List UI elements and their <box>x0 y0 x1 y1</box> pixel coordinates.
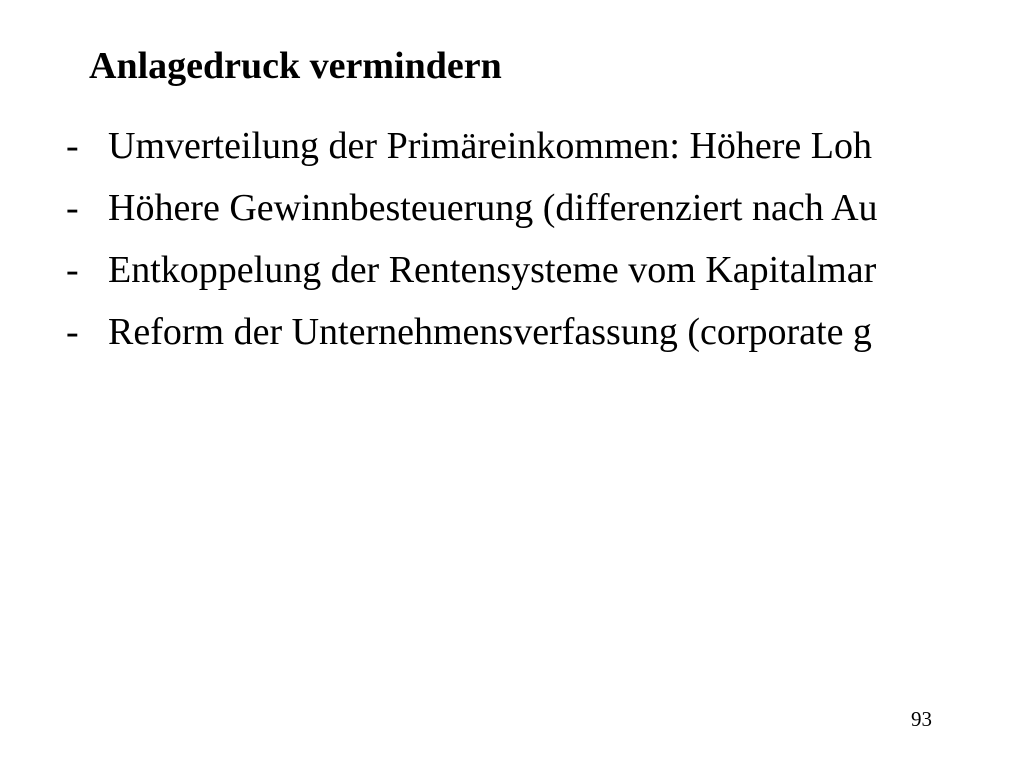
bullet-marker: - <box>66 125 79 167</box>
slide-title: Anlagedruck vermindern <box>89 45 502 87</box>
bullet-item <box>66 121 878 183</box>
bullet-marker: - <box>66 187 79 229</box>
bullet-item <box>66 245 878 307</box>
bullet-marker: - <box>66 311 79 353</box>
bullet-list <box>66 121 878 369</box>
bullet-item <box>66 307 878 369</box>
bullet-marker: - <box>66 249 79 291</box>
bullet-item <box>66 183 878 245</box>
bullet-text: Entkoppelung der Rentensysteme vom Kapitalmar <box>108 249 877 291</box>
bullet-text: Reform der Unternehmensverfassung (corporate g <box>108 311 872 353</box>
page-number: 93 <box>911 707 932 731</box>
bullet-text: Umverteilung der Primäreinkommen: Höhere Loh <box>108 125 873 167</box>
bullet-text: Höhere Gewinnbesteuerung (differenziert nach Au <box>108 187 878 229</box>
